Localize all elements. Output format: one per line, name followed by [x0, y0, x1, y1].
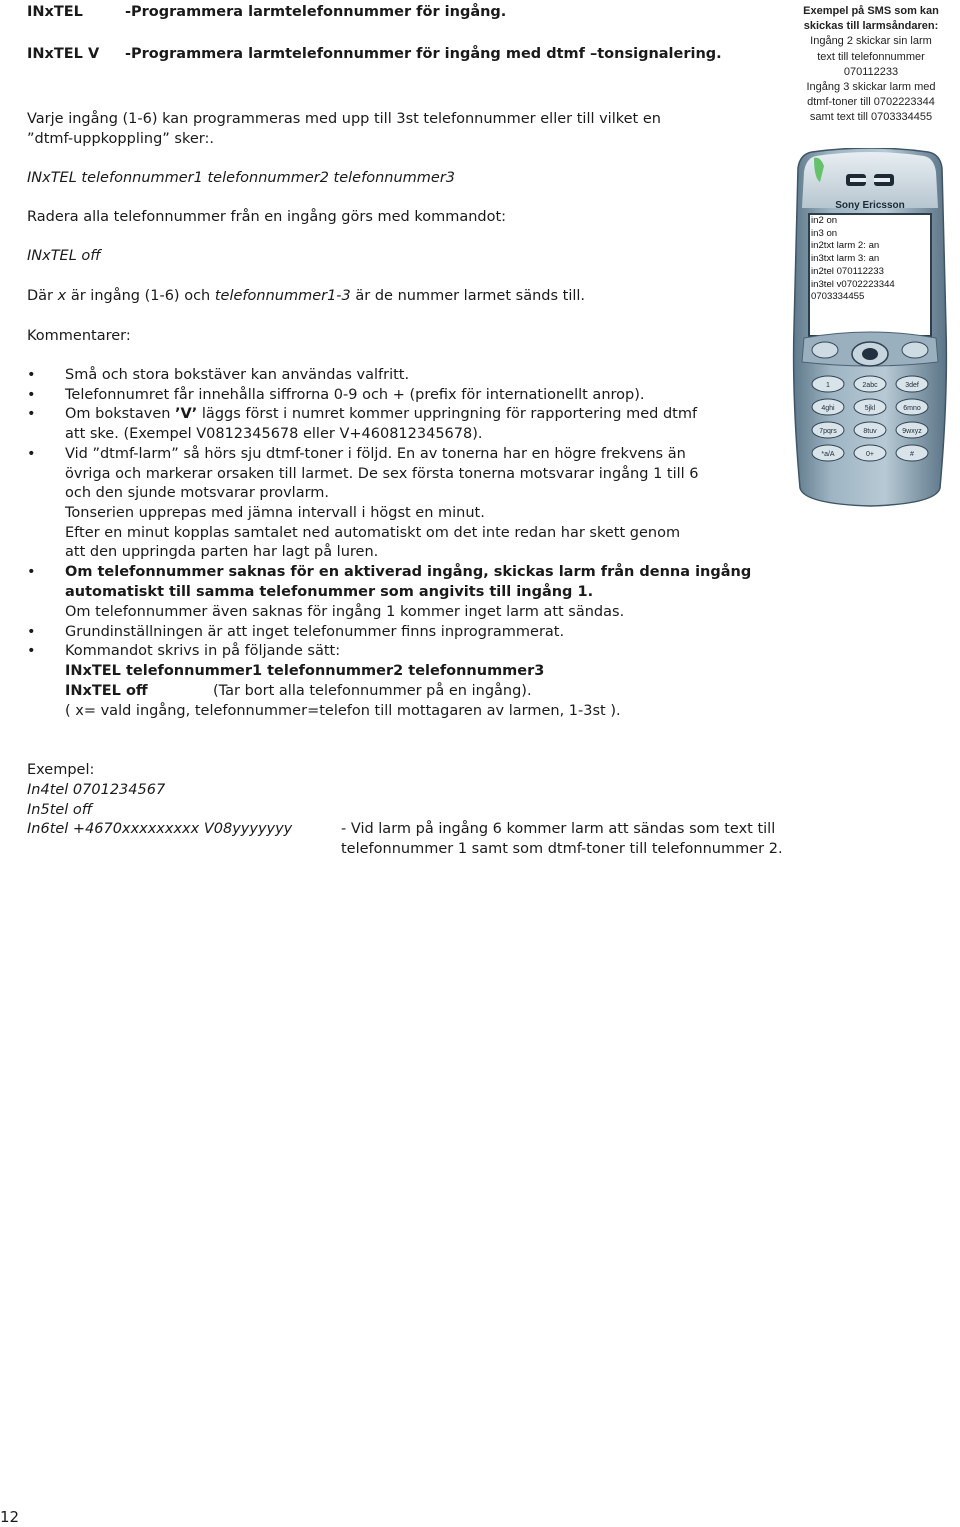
cmd-intel-name: INxTEL: [27, 4, 83, 20]
where-tel: telefonnummer1-3: [214, 288, 351, 304]
erase-text: Radera alla telefonnummer från en ingång görs med kommandot:: [27, 209, 507, 225]
side-note-line: Exempel på SMS som kan: [803, 5, 939, 17]
side-note-line: text till telefonnummer: [817, 50, 925, 63]
bullet-5-line-2: automatiskt till samma telefonummer som angivits till ingång 1.: [65, 584, 594, 600]
example-line-3: In6tel +4670xxxxxxxxx V08yyyyyyy: [27, 821, 293, 837]
syntax-line: INxTEL telefonnummer1 telefonnummer2 telefonnummer3: [27, 170, 456, 186]
screen-line: in2txt larm 2: an: [811, 240, 880, 252]
where-x: x: [57, 288, 67, 304]
keypad-key-label: 6mno: [903, 405, 921, 412]
bullet-1: Små och stora bokstäver kan användas valfritt.: [65, 367, 410, 383]
keypad-key-label: 8tuv: [863, 428, 877, 435]
example-line-1: In4tel 0701234567: [27, 782, 166, 798]
side-note-line: dtmf-toner till 0702223344: [807, 96, 935, 109]
bullet-5-line-1: Om telefonnummer saknas för en aktiverad ingång, skickas larm från denna ingång: [65, 564, 752, 580]
where-p2: är ingång (1-6) och: [66, 288, 215, 304]
bullet-4-line-2: övriga och markerar orsaken till larmet. De sex första tonerna motsvarar ingång 1 till 6: [65, 466, 699, 482]
phone-brand: Sony Ericsson: [835, 200, 905, 211]
screen-line: in2tel 070112233: [811, 265, 884, 277]
side-note-line: 070112233: [843, 65, 899, 78]
bullet-glyph: •: [27, 387, 36, 403]
keypad-key-label: 9wxyz: [902, 428, 922, 435]
screen-line: in2 on: [811, 215, 838, 226]
cmd-intel-desc: -Programmera larmtelefonnummer för ingång.: [125, 4, 507, 20]
screen-line: in3 on: [811, 227, 838, 239]
keypad-key-label: 4ghi: [821, 405, 835, 412]
phone-illustration: [790, 148, 950, 508]
where-p1: Där: [27, 288, 58, 304]
bullet-6: Grundinställningen är att inget telefonummer finns inprogrammerat.: [65, 624, 565, 640]
phone-screen-text: [811, 215, 895, 304]
cmd-intelv-desc: -Programmera larmtelefonnummer för ingång med dtmf –tonsignalering.: [125, 46, 722, 62]
side-note-line: Ingång 2 skickar sin larm: [810, 35, 932, 48]
bullet-7-cmd-2: INxTEL off: [65, 683, 148, 699]
where-line: [27, 288, 585, 304]
bullet-7: Kommandot skrivs in på följande sätt:: [65, 643, 341, 659]
keypad-key-label: 5jkl: [864, 405, 876, 412]
screen-line: 0703334455: [811, 291, 865, 303]
keypad-key-label: 0+: [866, 451, 874, 458]
bullet-7-note: ( x= vald ingång, telefonnummer=telefon till mottagaren av larmen, 1-3st ).: [65, 703, 621, 719]
side-note-line: Ingång 3 skickar larm med: [806, 81, 936, 94]
bullet-3-v: ’V’: [175, 406, 198, 422]
bullet-4-line-6: att den uppringda parten har lagt på luren.: [65, 544, 379, 560]
bullet-4-line-5: Efter en minut kopplas samtalet ned automatiskt om det inte redan har skett genom: [65, 525, 681, 541]
cmd-intelv-name: INxTEL V: [27, 46, 100, 62]
no-key[interactable]: [902, 342, 928, 358]
page-number: 12: [0, 1508, 20, 1526]
keypad-key-label: 2abc: [862, 382, 878, 389]
screen-line: in3txt larm 3: an: [811, 253, 880, 265]
bullet-glyph: •: [27, 624, 36, 640]
keypad-key-label: *a/A: [821, 451, 835, 458]
erase-cmd: INxTEL off: [27, 248, 101, 264]
bullet-7-cmd-1: INxTEL telefonnummer1 telefonnummer2 telefonnummer3: [65, 663, 545, 679]
screen-line: in3tel v0702223344: [811, 278, 895, 290]
yes-key[interactable]: [812, 342, 838, 358]
example-note-2: telefonnummer 1 samt som dtmf-toner till telefonnummer 2.: [341, 841, 783, 857]
example-line-2: In5tel off: [27, 802, 93, 818]
keypad-key-label: 1: [826, 382, 830, 389]
keypad-key-label: 7pqrs: [819, 428, 837, 435]
side-note-line: skickas till larmsåndaren:: [803, 20, 939, 33]
intro-line-1: Varje ingång (1-6) kan programmeras med upp till 3st telefonnummer eller till vilket en: [27, 111, 661, 127]
bullet-4-line-1: Vid ”dtmf-larm” så hörs sju dtmf-toner i följd. En av tonerna har en högre frekvens än: [65, 446, 686, 462]
bullet-glyph: •: [27, 446, 36, 462]
keypad-key-label: #: [910, 451, 914, 458]
bullet-3-line-1: [65, 406, 697, 422]
comments-heading: Kommentarer:: [27, 328, 131, 344]
bullet-4-line-4: Tonserien upprepas med jämna intervall i högst en minut.: [65, 505, 485, 521]
bullet-glyph: •: [27, 643, 36, 659]
bullet-glyph: •: [27, 564, 36, 580]
bullet-3-pre: Om bokstaven: [65, 406, 176, 422]
bullet-3-line-2: att ske. (Exempel V0812345678 eller V+460812345678).: [65, 426, 483, 442]
example-heading: Exempel:: [27, 762, 95, 778]
bullet-5-line-3: Om telefonnummer även saknas för ingång 1 kommer inget larm att sändas.: [65, 604, 625, 620]
bullet-2: Telefonnumret får innehålla siffrorna 0-9 och + (prefix för internationellt anrop).: [65, 387, 645, 403]
side-note-line: samt text till 0703334455: [809, 111, 933, 124]
bullet-glyph: •: [27, 406, 36, 422]
bullet-4-line-3: och den sjunde motsvarar provlarm.: [65, 485, 330, 501]
intro-line-2: ”dtmf-uppkoppling” sker:.: [27, 131, 214, 147]
side-note: [788, 4, 954, 126]
where-p3: är de nummer larmet sänds till.: [350, 288, 586, 304]
bullet-glyph: •: [27, 367, 36, 383]
bullet-7-cmd-2-note: (Tar bort alla telefonnummer på en ingång).: [213, 683, 532, 699]
bullet-3-post: läggs först i numret kommer uppringning för rapportering med dtmf: [197, 406, 698, 422]
example-note-1: - Vid larm på ingång 6 kommer larm att sändas som text till: [341, 821, 776, 837]
keypad-key-label: 3def: [905, 382, 919, 389]
